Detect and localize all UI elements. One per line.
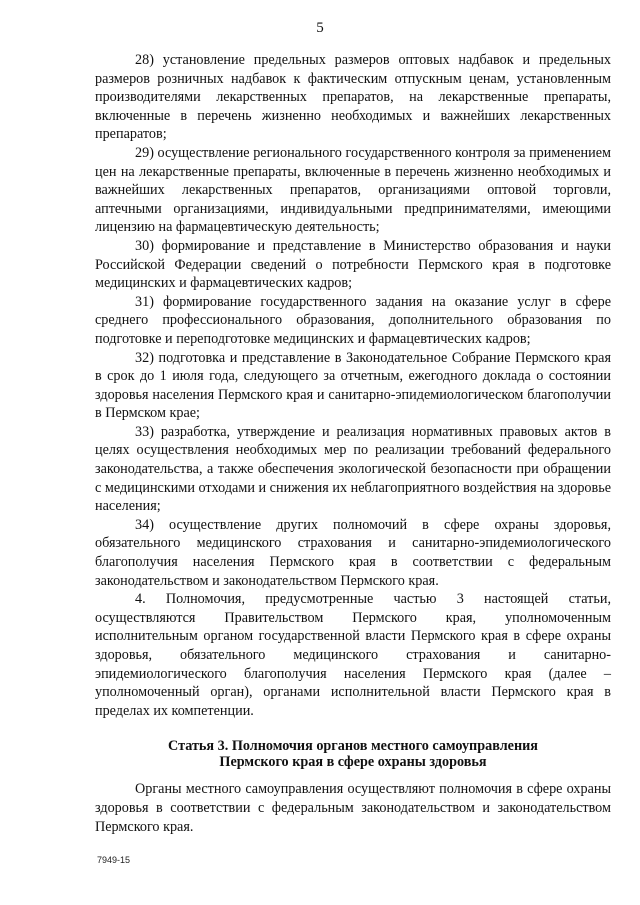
paragraph-item-29: 29) осуществление регионального государственного контроля за применением цен на лекарственные препараты, включенные в перечень жизненно необходимых и важнейших лекарственных препаратов, организациями оптовой торговли, аптечными организациями, индивидуальными предпринимателями, имеющими лицензию на фармацевтическую деятельность; bbox=[95, 144, 611, 236]
paragraph-item-28: 28) установление предельных размеров оптовых надбавок и предельных размеров розничных надбавок к фактическим отпускным ценам, установленным производителями лекарственных препаратов, на лекарственные препараты, включенные в перечень жизненно необходимых и важнейших лекарственных препаратов; bbox=[95, 52, 611, 143]
paragraph-part-4: 4. Полномочия, предусмотренные частью 3 настоящей статьи, осуществляются Правительством Пермского края, уполномоченным исполнительным органом государственной власти Пермского края в сфере охраны здоровья, обязательного медицинского страхования и санитарно-эпидемиологического благополучия населения Пермского края (далее – уполномоченный орган), органами исполнительной власти Пермского края в пределах их компетенции. bbox=[95, 591, 611, 719]
article-heading-line-1: Статья 3. Полномочия органов местного самоуправления bbox=[168, 738, 538, 755]
article-heading-line-2: Пермского края в сфере охраны здоровья bbox=[219, 754, 487, 771]
document-code: 7949-15 bbox=[97, 855, 131, 865]
paragraph-item-32: 32) подготовка и представление в Законодательное Собрание Пермского края в срок до 1 июля года, следующего за отчетным, ежегодного доклада о состоянии здоровья населения Пермского края и санитарно-эпидемиологическом благополучии в Пермском крае; bbox=[95, 349, 611, 422]
paragraph-item-33: 33) разработка, утверждение и реализация нормативных правовых актов в целях осуществления необходимых мер по реализации требований федерального законодательства, а также обеспечения экологической безопасности при обращении с медицинскими отходами и снижения их неблагоприятного воздействия на здоровье населения; bbox=[95, 423, 611, 515]
article-body: Органы местного самоуправления осуществляют полномочия в сфере охраны здоровья в соответствии с федеральным законодательством и законодательством Пермского края. bbox=[95, 781, 611, 835]
paragraph-item-34: 34) осуществление других полномочий в сфере охраны здоровья, обязательного медицинского страхования и санитарно-эпидемиологического благополучия населения Пермского края в соответствии с федеральным законодательством и законодательством Пермского края. bbox=[95, 516, 611, 589]
article-heading bbox=[95, 738, 611, 770]
paragraph-item-31: 31) формирование государственного задания на оказание услуг в сфере среднего профессионального образования, дополнительного образования по подготовке и переподготовке медицинских и фармацевтических кадров; bbox=[95, 293, 611, 347]
page-number: 5 bbox=[316, 20, 324, 36]
paragraph-item-30: 30) формирование и представление в Министерство образования и науки Российской Федерации сведений о потребности Пермского края в подготовке медицинских и фармацевтических кадров; bbox=[95, 237, 611, 292]
document-body bbox=[95, 51, 611, 836]
